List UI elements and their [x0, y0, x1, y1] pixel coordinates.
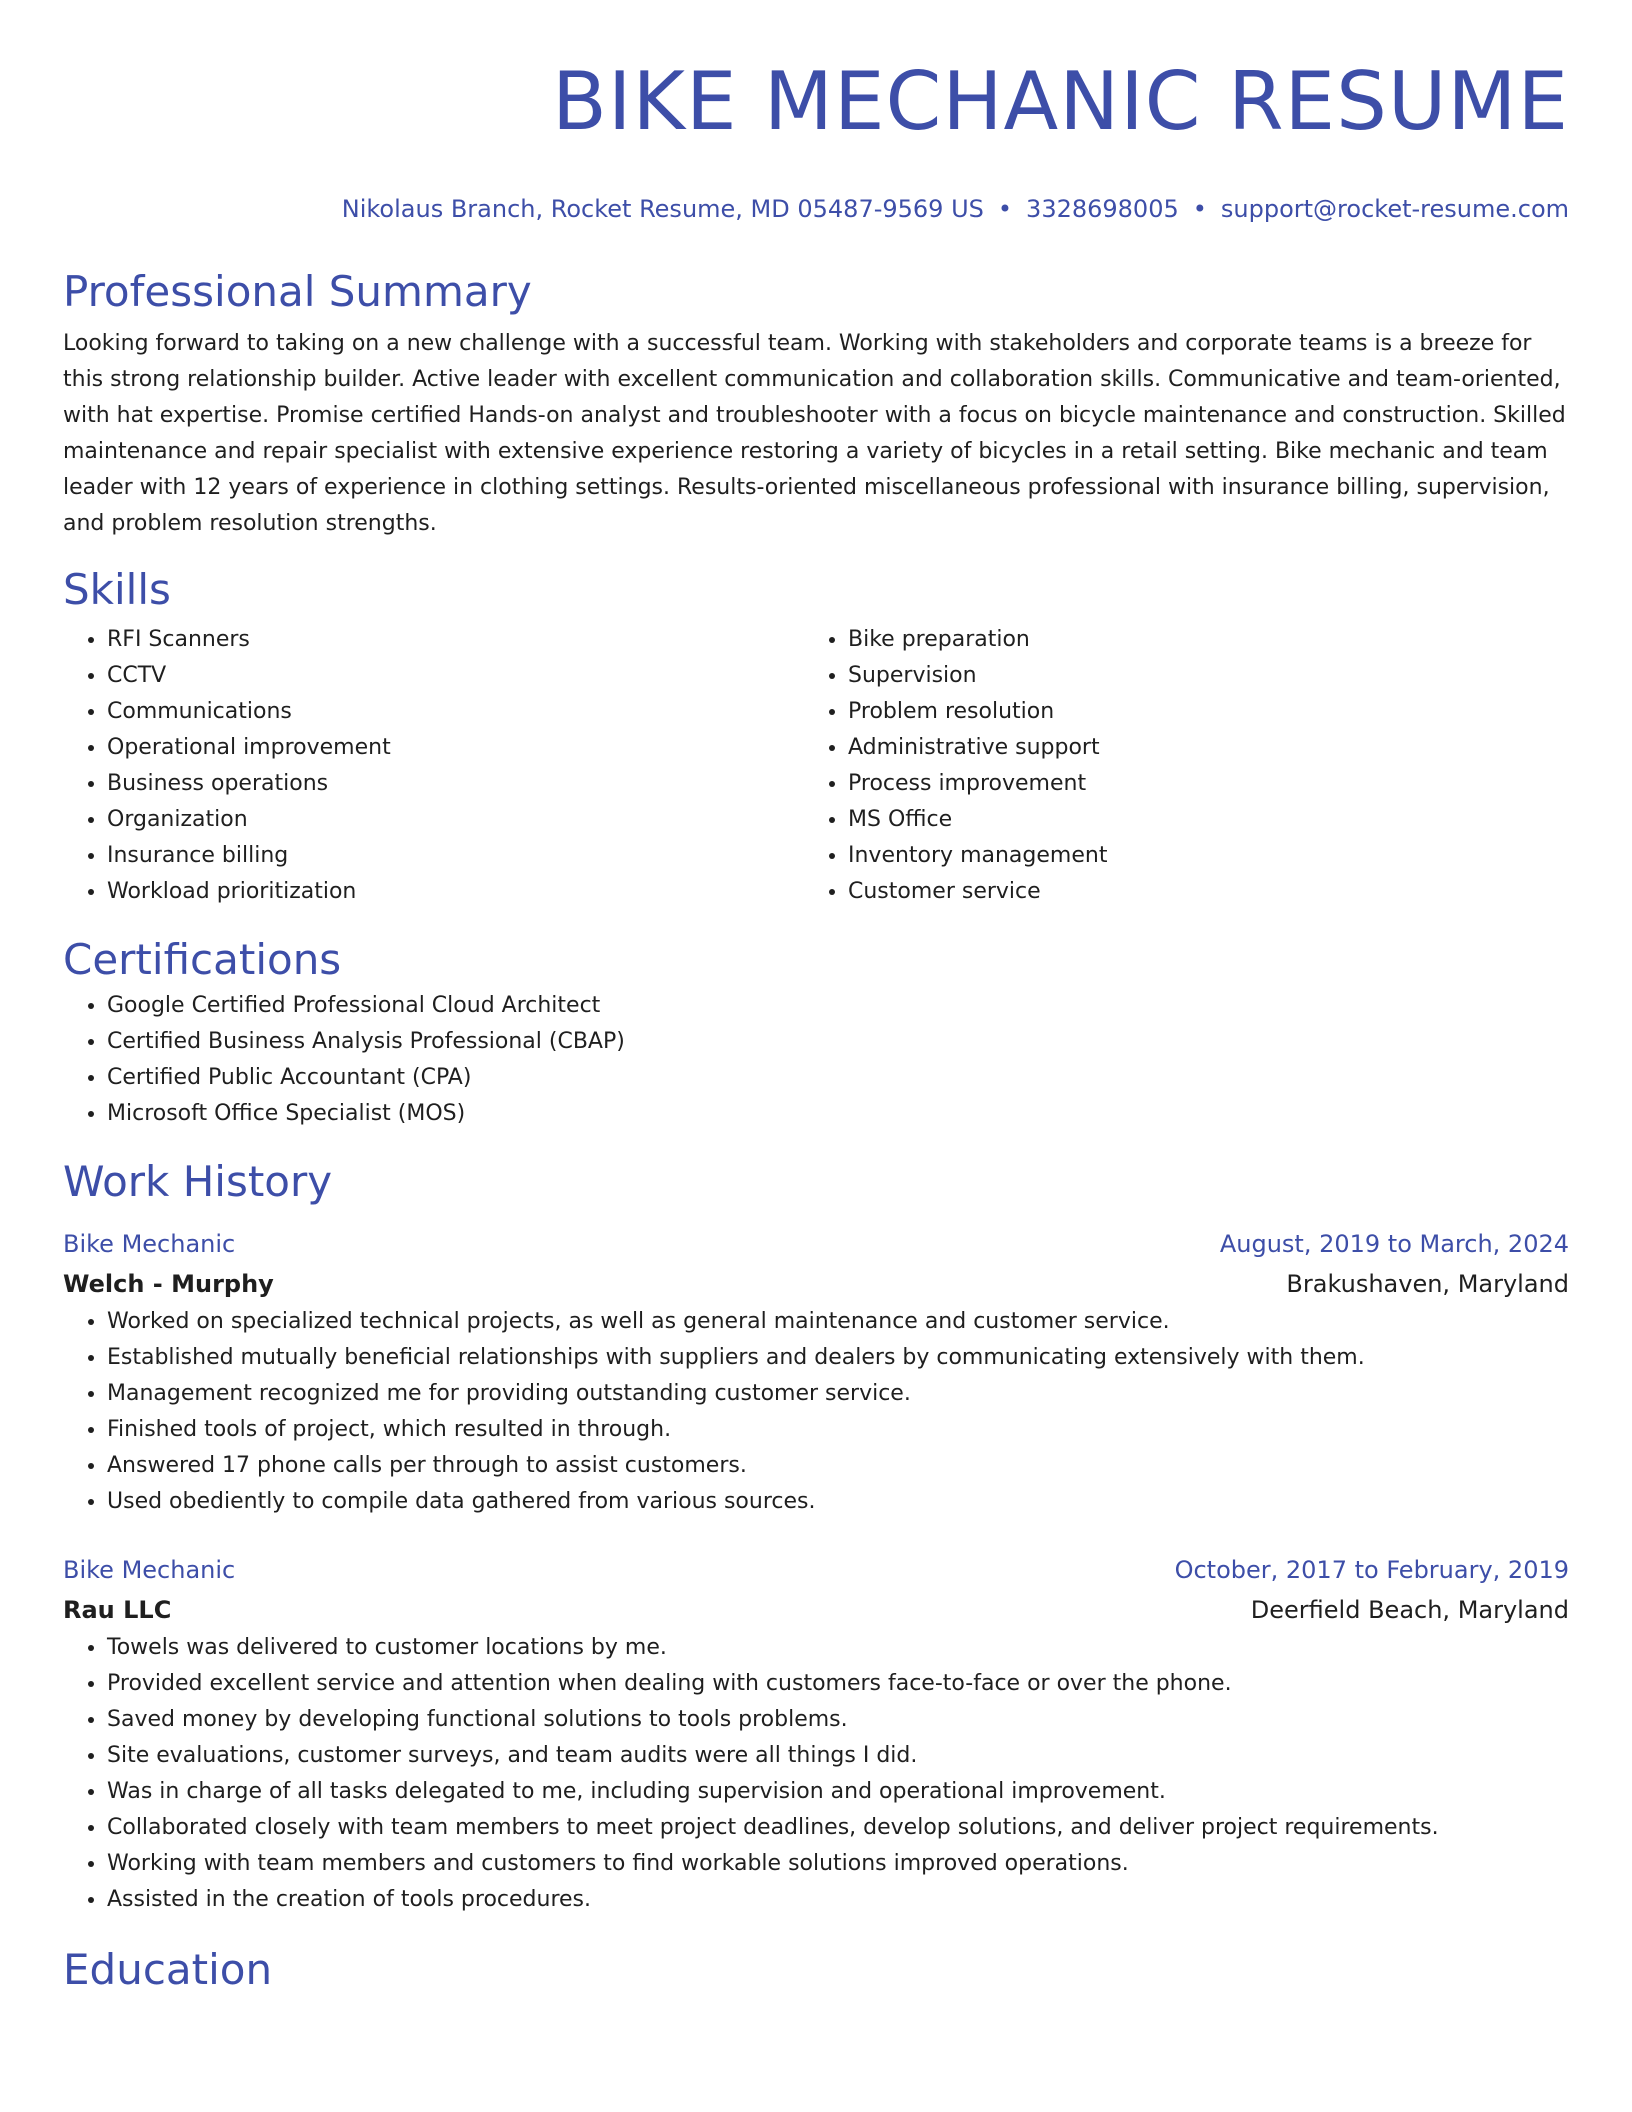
job-title: Bike Mechanic: [63, 1556, 236, 1584]
skill-item: • Business operations: [107, 766, 804, 802]
job-entry: [63, 1550, 1569, 1918]
job-duty-item: • Management recognized me for providing outstanding customer service.: [107, 1376, 1569, 1412]
job-duty-item: • Collaborated closely with team members to meet project deadlines, develop solutions, and deliver project requirements.: [107, 1810, 1569, 1846]
certification-item: • Microsoft Office Specialist (MOS): [107, 1096, 1569, 1132]
skills-grid: [63, 622, 1569, 910]
job-title-row: [63, 1550, 1569, 1590]
job-location: Deerfield Beach, Maryland: [1250, 1596, 1569, 1624]
contact-separator: •: [997, 195, 1013, 223]
contact-address: Nikolaus Branch, Rocket Resume, MD 05487-9569 US: [341, 195, 984, 223]
skill-item: • Problem resolution: [848, 694, 1545, 730]
skills-list-right: [804, 622, 1545, 910]
skills-heading: Skills: [63, 565, 171, 614]
job-duty-item: • Saved money by developing functional solutions to tools problems.: [107, 1702, 1569, 1738]
job-duty-item: • Finished tools of project, which resulted in through.: [107, 1412, 1569, 1448]
job-duty-item: • Used obediently to compile data gathered from various sources.: [107, 1484, 1569, 1520]
skill-item: • Customer service: [848, 874, 1545, 910]
contact-separator: •: [1192, 195, 1207, 223]
job-duty-item: • Working with team members and customers to find workable solutions improved operations.: [107, 1846, 1569, 1882]
job-duty-item: • Was in charge of all tasks delegated to me, including supervision and operational improvement.: [107, 1774, 1569, 1810]
skill-item: • Supervision: [848, 658, 1545, 694]
contact-phone: 3328698005: [1026, 195, 1179, 223]
skill-item: • Operational improvement: [107, 730, 804, 766]
skill-item: • Inventory management: [848, 838, 1545, 874]
skill-item: • Bike preparation: [848, 622, 1545, 658]
contact-email: support@rocket-resume.com: [1220, 195, 1569, 223]
job-duty-item: • Worked on specialized technical projects, as well as general maintenance and customer service.: [107, 1304, 1569, 1340]
job-duty-item: • Answered 17 phone calls per through to assist customers.: [107, 1448, 1569, 1484]
job-duty-item: • Assisted in the creation of tools procedures.: [107, 1882, 1569, 1918]
skill-item: • Process improvement: [848, 766, 1545, 802]
skills-list-left: [63, 622, 804, 910]
job-duties-list: [63, 1304, 1569, 1520]
job-title-row: [63, 1224, 1569, 1264]
job-duty-item: • Towels was delivered to customer locations by me.: [107, 1630, 1569, 1666]
skill-item: • CCTV: [107, 658, 804, 694]
skills-column-right: [804, 622, 1545, 910]
summary-text: Looking forward to taking on a new challenge with a successful team. Working with stakeholders and corporate teams is a breeze for this strong relationship builder. Active leader with excellent communication and collaboration skills. Communicative and team-oriented, with hat expertise. Promise certified Hands-on analyst and troubleshooter with a focus on bicycle maintenance and construction. Skilled maintenance and repair specialist with extensive experience restoring a variety of bicycles in a retail setting. Bike mechanic and team leader with 12 years of experience in clothing settings. Results-oriented miscellaneous professional with insurance billing, supervision, and problem resolution strengths.: [63, 331, 1566, 536]
skill-item: • RFI Scanners: [107, 622, 804, 658]
job-entry: [63, 1224, 1569, 1520]
job-duties-list: [63, 1630, 1569, 1918]
skill-item: • Insurance billing: [107, 838, 804, 874]
skill-item: • Workload prioritization: [107, 874, 804, 910]
resume-title: BIKE MECHANIC RESUME: [552, 55, 1569, 148]
job-duty-item: • Provided excellent service and attention when dealing with customers face-to-face or over the phone.: [107, 1666, 1569, 1702]
education-heading: Education: [63, 1945, 273, 1994]
job-dates: August, 2019 to March, 2024: [1219, 1230, 1569, 1258]
skill-item: • Communications: [107, 694, 804, 730]
skill-item: • Organization: [107, 802, 804, 838]
job-duty-item: • Established mutually beneficial relationships with suppliers and dealers by communicating extensively with them.: [107, 1340, 1569, 1376]
certifications-heading: Certifications: [63, 935, 342, 984]
contact-line: [63, 192, 1569, 226]
skill-item: • MS Office: [848, 802, 1545, 838]
job-company-row: [63, 1264, 1569, 1304]
summary-heading: Professional Summary: [63, 267, 532, 316]
certification-item: • Google Certified Professional Cloud Architect: [107, 988, 1569, 1024]
job-company: Rau LLC: [63, 1596, 172, 1624]
job-location: Brakushaven, Maryland: [1286, 1270, 1569, 1298]
job-duty-item: • Site evaluations, customer surveys, and team audits were all things I did.: [107, 1738, 1569, 1774]
job-dates: October, 2017 to February, 2019: [1174, 1556, 1569, 1584]
resume-header: [63, 0, 1569, 226]
skill-item: • Administrative support: [848, 730, 1545, 766]
job-company-row: [63, 1590, 1569, 1630]
certifications-list: [63, 988, 1569, 1132]
job-title: Bike Mechanic: [63, 1230, 236, 1258]
certification-item: • Certified Business Analysis Professional (CBAP): [107, 1024, 1569, 1060]
certification-item: • Certified Public Accountant (CPA): [107, 1060, 1569, 1096]
work-history-heading: Work History: [63, 1157, 333, 1206]
skills-column-left: [63, 622, 804, 910]
job-company: Welch - Murphy: [63, 1270, 274, 1298]
